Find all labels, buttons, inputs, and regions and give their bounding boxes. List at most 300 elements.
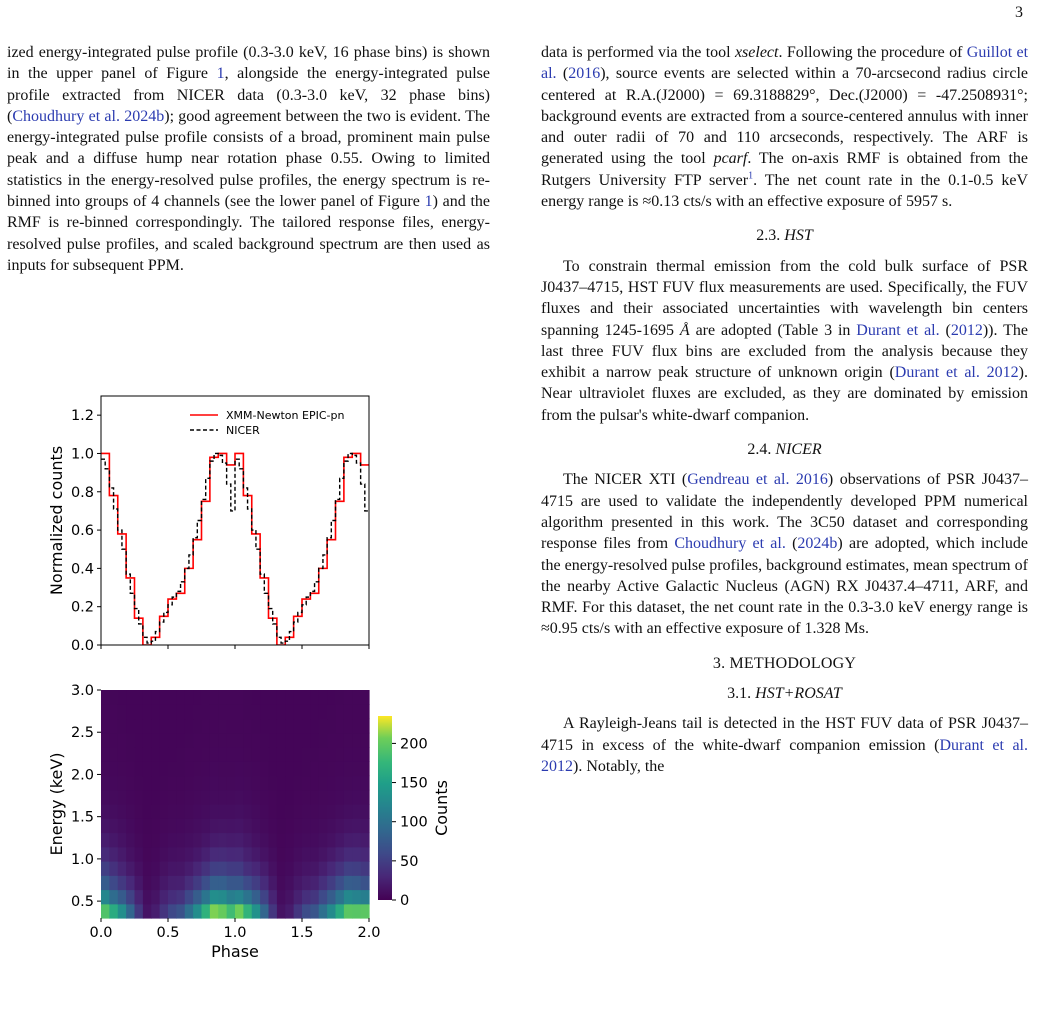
heatmap-cell (336, 733, 345, 748)
heatmap-cell (310, 875, 319, 890)
heatmap-cell (109, 904, 118, 919)
heatmap-cell (361, 861, 370, 876)
heatmap-cell (361, 747, 370, 762)
heatmap-cell (336, 833, 345, 848)
heatmap-cell (285, 890, 294, 905)
colorbar-tick-label: 50 (400, 853, 419, 870)
heatmap-cell (101, 704, 110, 719)
heatmap-cell (344, 776, 353, 791)
heatmap-cell (168, 690, 177, 705)
heatmap-cell (101, 847, 110, 862)
heatmap-cell (135, 861, 144, 876)
heatmap-cell (118, 747, 127, 762)
heatmap-cell (193, 733, 202, 748)
heatmap-cell (109, 747, 118, 762)
heatmap-cell (126, 776, 135, 791)
heatmap-cell (319, 790, 328, 805)
heatmap-cell (260, 861, 269, 876)
heatmap-cell (302, 861, 311, 876)
heatmap-cell (319, 690, 328, 705)
heatmap-cell (336, 818, 345, 833)
heatmap-cell (227, 776, 236, 791)
heatmap-cell (185, 790, 194, 805)
heatmap-cell (126, 875, 135, 890)
heatmap-cell (277, 776, 286, 791)
heatmap-cell (227, 833, 236, 848)
footnote-link[interactable]: 1 (748, 170, 754, 182)
section-heading-2-4: 2.4. NICER (747, 441, 822, 459)
heatmap-cell (269, 818, 278, 833)
heatmap-cell (101, 890, 110, 905)
heatmap-cell (319, 861, 328, 876)
heatmap-cell (285, 875, 294, 890)
heatmap-cell (176, 733, 185, 748)
heatmap-cell (294, 690, 303, 705)
heatmap-cell (168, 818, 177, 833)
heatmap-cell (176, 890, 185, 905)
heatmap-cell (327, 719, 336, 734)
heatmap-cell (143, 890, 152, 905)
heatmap-cell (252, 776, 261, 791)
heatmap-cell (352, 904, 361, 919)
heatmap-cell (344, 818, 353, 833)
heatmap-cell (101, 747, 110, 762)
heatmap-cell (118, 818, 127, 833)
heatmap-cell (135, 747, 144, 762)
heatmap-cell (285, 833, 294, 848)
heatmap-cell (118, 776, 127, 791)
heatmap-cell (235, 847, 244, 862)
citation-link[interactable]: Durant et al. 2012 (541, 736, 1029, 775)
heatmap-cell (243, 747, 252, 762)
figure-link[interactable]: 1 (216, 65, 225, 83)
heatmap-cell (252, 818, 261, 833)
heatmap-cell (160, 747, 169, 762)
heatmap-cell (352, 818, 361, 833)
heatmap-cell (310, 790, 319, 805)
heatmap-cell (185, 818, 194, 833)
heatmap-cell (126, 690, 135, 705)
y-tick-label: 1.0 (70, 446, 94, 463)
heatmap-cell (302, 833, 311, 848)
heatmap-cell (227, 904, 236, 919)
heatmap-cell (109, 790, 118, 805)
heatmap-cell (218, 776, 227, 791)
heatmap-cell (135, 847, 144, 862)
heatmap-cell (109, 847, 118, 862)
heatmap-cell (302, 875, 311, 890)
heatmap-cell (277, 690, 286, 705)
heatmap-cell (185, 704, 194, 719)
heatmap-cell (243, 761, 252, 776)
heatmap-cell (101, 833, 110, 848)
y-tick-label: 1.0 (70, 851, 94, 868)
citation-link[interactable]: Durant et al. (856, 321, 940, 339)
heatmap-cell (260, 747, 269, 762)
heatmap-cell (151, 875, 160, 890)
heatmap-cell (310, 704, 319, 719)
heatmap-cell (302, 790, 311, 805)
heatmap-cell (151, 776, 160, 791)
heatmap-cell (294, 847, 303, 862)
heatmap-cell (252, 747, 261, 762)
heatmap-cell (168, 804, 177, 819)
heatmap-cell (235, 818, 244, 833)
heatmap-cell (252, 704, 261, 719)
x-tick-label: 0.0 (89, 925, 113, 941)
heatmap-cell (193, 847, 202, 862)
heatmap-cell (319, 804, 328, 819)
heatmap-cell (135, 719, 144, 734)
heatmap-cell (143, 818, 152, 833)
heatmap-cell (210, 818, 219, 833)
heatmap-cell (135, 833, 144, 848)
page-number: 3 (1015, 4, 1023, 21)
heatmap-cell (277, 790, 286, 805)
heatmap-cell (252, 733, 261, 748)
heatmap-cell (310, 719, 319, 734)
heatmap-cell (344, 690, 353, 705)
heatmap-cell (260, 904, 269, 919)
heatmap-cell (227, 861, 236, 876)
heatmap-cell (319, 818, 328, 833)
y-tick-label: 0.8 (70, 484, 94, 501)
heatmap-cell (277, 733, 286, 748)
heatmap-cell (160, 790, 169, 805)
heatmap-cell (218, 733, 227, 748)
heatmap-cell (151, 719, 160, 734)
heatmap-cell (109, 719, 118, 734)
heatmap-cell (269, 875, 278, 890)
heatmap-cell (101, 790, 110, 805)
citation-year-link[interactable]: 2024b (797, 535, 838, 553)
heatmap-cell (260, 776, 269, 791)
heatmap-cell (310, 890, 319, 905)
heatmap-cell (327, 890, 336, 905)
right-paragraph-4: A Rayleigh-Jeans tail is detected in the HST FUV data of PSR J0437–4715 in excess of the white-dwarf companion emission (Durant et al. 2012). Notably, the (541, 715, 1029, 775)
heatmap-cell (218, 719, 227, 734)
heatmap-cell (135, 790, 144, 805)
heatmap-cell (126, 733, 135, 748)
colorbar-tick-label: 150 (400, 775, 428, 792)
heatmap-cell (294, 818, 303, 833)
heatmap-cell (151, 790, 160, 805)
heatmap-cell (151, 704, 160, 719)
heatmap-cell (176, 690, 185, 705)
heatmap-cell (352, 776, 361, 791)
heatmap-cell (235, 776, 244, 791)
heatmap-cell (143, 733, 152, 748)
heatmap-cell (327, 704, 336, 719)
heatmap-cell (151, 890, 160, 905)
heatmap-cell (101, 733, 110, 748)
citation-link[interactable]: Durant et al. 2012 (894, 364, 1019, 382)
heatmap-cell (168, 875, 177, 890)
heatmap-cell (294, 833, 303, 848)
heatmap-cell (109, 833, 118, 848)
heatmap-cell (277, 719, 286, 734)
heatmap-cell (260, 833, 269, 848)
heatmap-cell (193, 747, 202, 762)
heatmap-cell (327, 690, 336, 705)
heatmap-cell (202, 719, 211, 734)
heatmap-cell (336, 861, 345, 876)
heatmap-cell (109, 690, 118, 705)
heatmap-cell (260, 875, 269, 890)
heatmap-cell (126, 704, 135, 719)
heatmap-cell (218, 761, 227, 776)
heatmap-cell (202, 690, 211, 705)
heatmap-cell (210, 833, 219, 848)
heatmap-cell (319, 833, 328, 848)
heatmap-cell (361, 704, 370, 719)
heatmap-cell (160, 847, 169, 862)
heatmap-cell (269, 761, 278, 776)
heatmap-cell (352, 847, 361, 862)
heatmap-cell (218, 704, 227, 719)
colorbar-label: Counts (432, 780, 451, 836)
heatmap-cell (176, 704, 185, 719)
legend-label: XMM-Newton EPIC-pn (226, 409, 345, 422)
heatmap-cell (277, 833, 286, 848)
heatmap-cell (135, 818, 144, 833)
heatmap-cell (260, 690, 269, 705)
figure-link[interactable]: 1 (424, 193, 433, 211)
heatmap-cell (243, 776, 252, 791)
heatmap-cell (260, 890, 269, 905)
heatmap-cell (285, 790, 294, 805)
heatmap-cell (294, 875, 303, 890)
heatmap-cell (193, 890, 202, 905)
heatmap-cell (227, 847, 236, 862)
heatmap-cell (260, 804, 269, 819)
heatmap-cell (227, 790, 236, 805)
heatmap-cell (327, 804, 336, 819)
heatmap-cell (118, 704, 127, 719)
heatmap-cell (160, 719, 169, 734)
heatmap-cell (302, 847, 311, 862)
heatmap-cell (135, 875, 144, 890)
heatmap-cell (101, 818, 110, 833)
heatmap-cell (277, 761, 286, 776)
heatmap-cell (269, 747, 278, 762)
heatmap-cell (202, 833, 211, 848)
heatmap-cell (361, 690, 370, 705)
heatmap-cell (185, 904, 194, 919)
heatmap-cell (361, 790, 370, 805)
heatmap-cell (310, 747, 319, 762)
heatmap-cell (202, 904, 211, 919)
heatmap-cell (210, 719, 219, 734)
heatmap-cell (210, 875, 219, 890)
heatmap-cell (352, 704, 361, 719)
heatmap-cell (118, 761, 127, 776)
left-paragraph-1: ized energy-integrated pulse profile (0.3-3.0 keV, 16 phase bins) is shown in the upper panel of Figure 1, alongside the energy-integrated pulse profile extracted from NICER data (0.3-3.0 keV, 32 phase bins) (Choudhury et al. 2024b); good agreement between the two is evident. The energy-integrated pulse profile consists of a broad, prominent main pulse peak and a diffuse hump near rotation phase 0.55. Owing to limited statistics in the energy-resolved pulse profiles, the energy spectrum is re-binned into groups of 4 channels (see the lower panel of Figure 1) and the RMF is re-binned correspondingly. The tailored response files, energy-resolved pulse profiles, and scaled background spectrum are then used as inputs for subsequent PPM. (7, 44, 491, 274)
heatmap-cell (168, 847, 177, 862)
heatmap-cell (168, 833, 177, 848)
heatmap-cell (361, 904, 370, 919)
heatmap-cell (319, 747, 328, 762)
heatmap-cell (327, 833, 336, 848)
heatmap-cell (352, 861, 361, 876)
heatmap-cell (176, 875, 185, 890)
heatmap-cell (344, 804, 353, 819)
heatmap-cell (294, 761, 303, 776)
y-tick-label: 3.0 (70, 683, 94, 699)
heatmap-cell (336, 847, 345, 862)
heatmap-cell (327, 847, 336, 862)
heatmap-cell (327, 875, 336, 890)
citation-year-link[interactable]: 2012 (950, 321, 983, 339)
heatmap-cell (352, 761, 361, 776)
heatmap-cell (243, 833, 252, 848)
heatmap-cell (168, 890, 177, 905)
heatmap-cell (118, 847, 127, 862)
heatmap-cell (302, 719, 311, 734)
heatmap-cell (327, 733, 336, 748)
citation-year-link[interactable]: 2016 (568, 65, 601, 83)
heatmap-cell (218, 790, 227, 805)
heatmap-cell (135, 890, 144, 905)
heatmap-cell (202, 861, 211, 876)
heatmap-cell (151, 861, 160, 876)
y-axis-label: Normalized counts (47, 445, 66, 596)
heatmap-cell (185, 747, 194, 762)
heatmap-cell (269, 733, 278, 748)
heatmap-cell (336, 761, 345, 776)
heatmap-cell (101, 804, 110, 819)
heatmap-cell (135, 690, 144, 705)
heatmap-cell (210, 804, 219, 819)
heatmap-cell (160, 904, 169, 919)
colorbar (378, 716, 451, 909)
legend-label: NICER (226, 424, 260, 437)
y-axis-label: Energy (keV) (47, 752, 66, 856)
heatmap-cell (202, 747, 211, 762)
heatmap-cell (336, 890, 345, 905)
heatmap-cell (160, 690, 169, 705)
heatmap-cell (185, 875, 194, 890)
heatmap-cell (109, 890, 118, 905)
heatmap-cell (327, 861, 336, 876)
heatmap-cell (302, 747, 311, 762)
heatmap-cell (168, 761, 177, 776)
heatmap-cell (109, 818, 118, 833)
heatmap-cell (361, 833, 370, 848)
heatmap-cell (243, 790, 252, 805)
heatmap-cell (227, 704, 236, 719)
heatmap-cell (151, 833, 160, 848)
heatmap-cell (126, 804, 135, 819)
heatmap-cell (210, 776, 219, 791)
heatmap-cell (202, 890, 211, 905)
heatmap-cell (176, 833, 185, 848)
citation-link[interactable]: Choudhury et al. (674, 535, 786, 553)
citation-link[interactable]: Guillot et al. (541, 44, 1029, 83)
heatmap-cell (294, 904, 303, 919)
heatmap-cell (319, 704, 328, 719)
heatmap-cell (252, 761, 261, 776)
heatmap-cell (218, 847, 227, 862)
y-tick-label: 0.6 (70, 523, 94, 540)
heatmap-cell (294, 733, 303, 748)
citation-link[interactable]: Gendreau et al. 2016 (687, 471, 828, 489)
heatmap-cell (235, 747, 244, 762)
heatmap-cell (243, 804, 252, 819)
heatmap-cell (185, 733, 194, 748)
heatmap-cell (344, 704, 353, 719)
y-tick-label: 0.2 (70, 599, 94, 616)
x-axis-label: Phase (211, 942, 259, 961)
heatmap-cell (361, 890, 370, 905)
colorbar-tick-label: 100 (400, 814, 428, 831)
heatmap-cell (126, 861, 135, 876)
heatmap-cell (277, 904, 286, 919)
heatmap-cell (352, 875, 361, 890)
heatmap-cell (185, 690, 194, 705)
heatmap-cell (260, 761, 269, 776)
x-tick-label: 1.0 (223, 925, 247, 941)
heatmap-cell (218, 818, 227, 833)
heatmap-cell (319, 847, 328, 862)
heatmap-cell (143, 875, 152, 890)
heatmap-cell (210, 761, 219, 776)
heatmap-cell (260, 704, 269, 719)
citation-link[interactable]: Choudhury et al. 2024b (12, 107, 165, 125)
heatmap-cell (285, 818, 294, 833)
heatmap-cell (101, 690, 110, 705)
heatmap-cell (235, 733, 244, 748)
heatmap-cell (344, 733, 353, 748)
heatmap-cell (143, 719, 152, 734)
heatmap-cell (218, 861, 227, 876)
heatmap-cell (269, 790, 278, 805)
colorbar-tick-label: 0 (400, 893, 410, 909)
heatmap-cell (218, 747, 227, 762)
heatmap-cell (185, 861, 194, 876)
heatmap-cell (285, 761, 294, 776)
heatmap-cell (202, 790, 211, 805)
heatmap-cell (168, 704, 177, 719)
heatmap-cell (336, 704, 345, 719)
heatmap-cell (344, 875, 353, 890)
heatmap-cell (160, 761, 169, 776)
heatmap-cell (285, 704, 294, 719)
heatmap-cell (109, 804, 118, 819)
heatmap-cell (109, 704, 118, 719)
heatmap-cell (277, 847, 286, 862)
heatmap-cell (294, 890, 303, 905)
heatmap-cell (227, 690, 236, 705)
figure-svg (0, 370, 500, 970)
figure-1 (0, 370, 500, 970)
heatmap-cell (168, 861, 177, 876)
heatmap-cell (243, 818, 252, 833)
heatmap-cell (277, 747, 286, 762)
heatmap-cell (135, 804, 144, 819)
heatmap-cell (193, 790, 202, 805)
heatmap-cell (285, 904, 294, 919)
heatmap-cell (260, 719, 269, 734)
heatmap-cell (101, 904, 110, 919)
heatmap-cell (109, 733, 118, 748)
heatmap-cell (151, 733, 160, 748)
heatmap-cell (352, 690, 361, 705)
heatmap-cell (185, 761, 194, 776)
heatmap-cell (151, 761, 160, 776)
heatmap-cell (109, 761, 118, 776)
heatmap-cell (109, 875, 118, 890)
